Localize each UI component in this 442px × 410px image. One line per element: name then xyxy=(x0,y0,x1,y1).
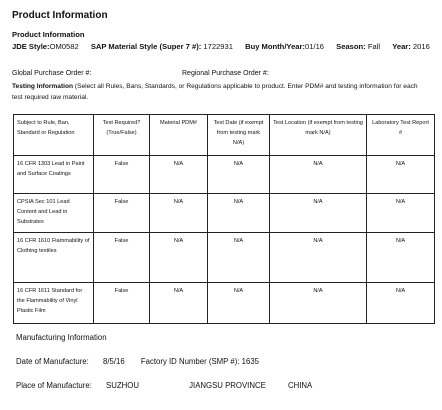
place-province: JIANGSU PROVINCE xyxy=(189,381,266,390)
header-lab-report: Laboratory Test Report # xyxy=(367,115,435,156)
season-label: Season: xyxy=(336,42,366,51)
page-title: Product Information xyxy=(12,10,108,21)
header-material-pdm: Material PDM# xyxy=(150,115,208,156)
table-row xyxy=(14,194,435,233)
buy-month-value: 01/16 xyxy=(305,42,325,51)
cell-test-location: N/A xyxy=(270,194,367,233)
jde-style-value: OM0582 xyxy=(49,42,79,51)
season-value: Fall xyxy=(367,42,381,51)
cell-lab-report: N/A xyxy=(367,233,435,283)
header-test-location: Test Location (if exempt from testing mark N/A) xyxy=(270,115,367,156)
cell-test-date: N/A xyxy=(208,233,270,283)
manufacture-date-row xyxy=(16,357,259,366)
sap-style-label: SAP Material Style (Super 7 #): xyxy=(90,42,202,51)
cell-test-date: N/A xyxy=(208,283,270,324)
manufacture-place-row xyxy=(16,381,312,390)
testing-label: Testing Information xyxy=(12,83,74,90)
header-test-date: Test Date (if exempt from testing mark N/A) xyxy=(208,115,270,156)
year-value: 2016 xyxy=(412,42,430,51)
cell-test-required: False xyxy=(94,156,150,194)
testing-instructions: (Select all Rules, Bans, Standards, or Regulations applicable to product. Enter PDM# and testing information for each test required raw material. xyxy=(12,83,418,101)
year-label: Year: xyxy=(392,42,411,51)
cell-test-location: N/A xyxy=(270,283,367,324)
cell-test-required: False xyxy=(94,194,150,233)
header-rule: Subject to Rule, Ban, Standard or Regulation xyxy=(14,115,94,156)
cell-material-pdm: N/A xyxy=(150,194,208,233)
cell-test-required: False xyxy=(94,283,150,324)
date-label: Date of Manufacture: xyxy=(16,357,89,366)
manufacturing-heading: Manufacturing Information xyxy=(16,333,107,342)
factory-id-label: Factory ID Number (SMP #): xyxy=(140,357,240,366)
testing-information xyxy=(12,81,424,103)
buy-month-label: Buy Month/Year: xyxy=(245,42,306,51)
global-po-label: Global Purchase Order #: xyxy=(12,70,92,77)
table-row xyxy=(14,283,435,324)
product-id-row xyxy=(12,42,430,51)
cell-test-location: N/A xyxy=(270,156,367,194)
cell-test-date: N/A xyxy=(208,194,270,233)
date-value: 8/5/16 xyxy=(102,357,125,366)
place-city: SUZHOU xyxy=(106,381,139,390)
cell-rule: 16 CFR 1611 Standard for the Flammability of Vinyl Plastic Film xyxy=(14,283,94,324)
cell-material-pdm: N/A xyxy=(150,156,208,194)
factory-id-value: 1635 xyxy=(241,357,260,366)
table-row xyxy=(14,156,435,194)
cell-test-location: N/A xyxy=(270,233,367,283)
cell-test-date: N/A xyxy=(208,156,270,194)
table-row xyxy=(14,233,435,283)
place-label: Place of Manufacture: xyxy=(16,381,92,390)
testing-table xyxy=(13,114,435,324)
cell-material-pdm: N/A xyxy=(150,283,208,324)
jde-style-label: JDE Style: xyxy=(12,42,50,51)
cell-lab-report: N/A xyxy=(367,283,435,324)
cell-rule: 16 CFR 1610 Flammability of Clothing textiles xyxy=(14,233,94,283)
cell-test-required: False xyxy=(94,233,150,283)
cell-rule: CPSIA Sec 101 Lead Content and Lead in Substrates xyxy=(14,194,94,233)
regional-po-label: Regional Purchase Order #: xyxy=(182,70,269,77)
place-country: CHINA xyxy=(287,381,313,390)
header-test-required: Test Required? (True/False) xyxy=(94,115,150,156)
sap-style-value: 1722931 xyxy=(203,42,233,51)
cell-lab-report: N/A xyxy=(367,156,435,194)
cell-material-pdm: N/A xyxy=(150,233,208,283)
section-subheading: Product Information xyxy=(12,30,85,39)
cell-rule: 16 CFR 1303 Lead in Paint and Surface Coatings xyxy=(14,156,94,194)
cell-lab-report: N/A xyxy=(367,194,435,233)
table-header-row xyxy=(14,115,435,156)
